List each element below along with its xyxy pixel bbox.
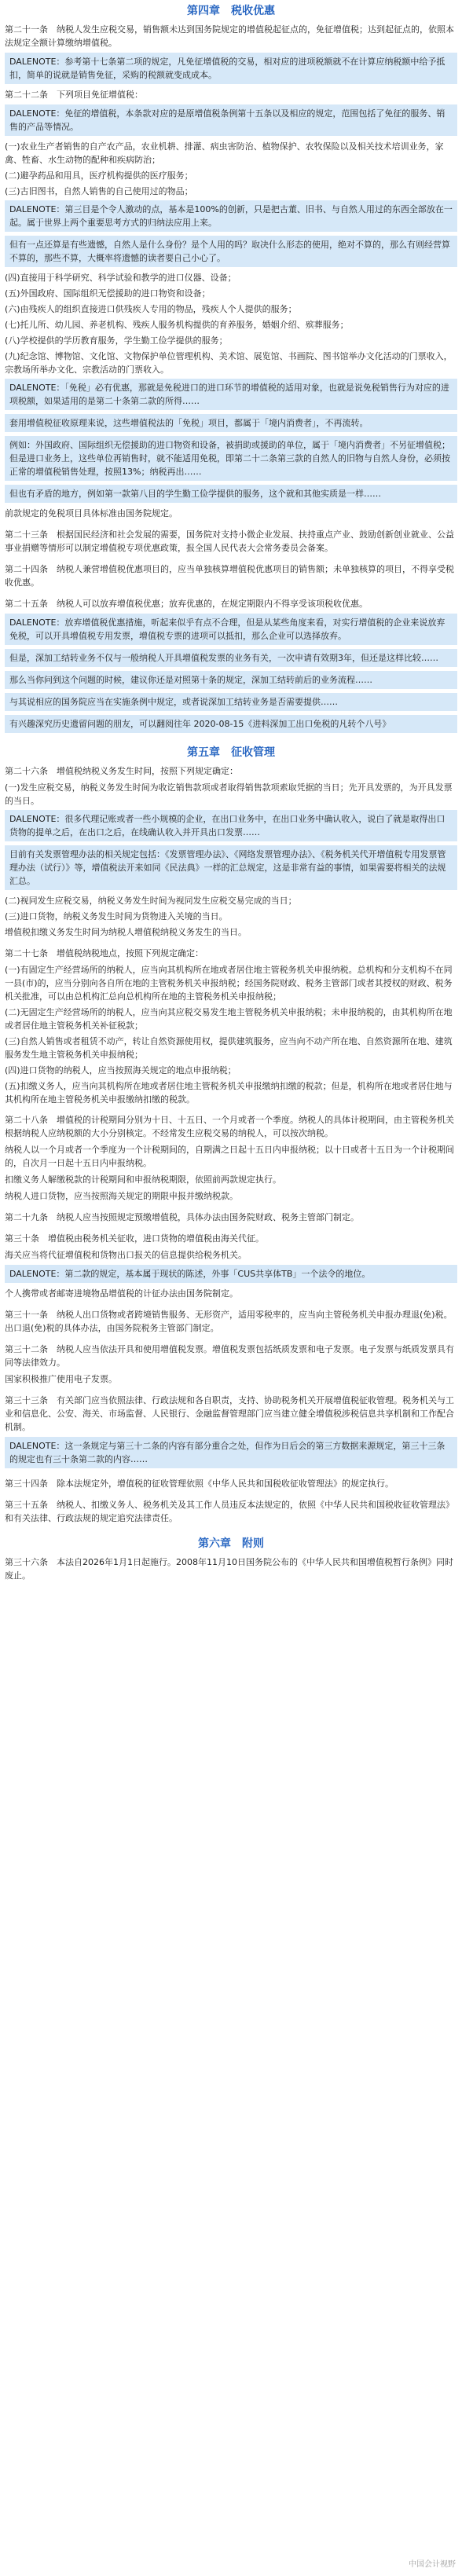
article-35: 第三十五条 纳税人、扣缴义务人、税务机关及其工作人员违反本法规定的，依照《中华人民共和国税收征收管理法》和有关法律、行政法规的规定追究法律责任。 (5, 1500, 454, 1523)
dalenote-21: DALENOTE：参考第十七条第二项的规定，凡免征增值税的交易，相对应的进项税额就不在计算应纳税额中给予抵扣，简单的说就是销售免征，采购的税额就变成成本。 (5, 53, 457, 84)
article-28: 第二十八条 增值税的计税期间分别为十日、十五日、一个月或者一个季度。纳税人的具体计税期间，由主管税务机关根据纳税人应纳税额的大小分别核定。不经常发生应税交易的纳税人，可以按次纳税。 (5, 1115, 454, 1138)
dalenote-22: DALENOTE：免征的增值税，本条款对应的是原增值税条例第十五条以及相应的规定，范围包括了免征的服务、销售的产品等情况。 (5, 104, 457, 136)
dalenote-22-e: 套用增值税征收原理来说，这些增值税法的「免税」项目，都属于「境内消费者」，不再流转。 (5, 414, 457, 432)
article-27-item-1: (一)有固定生产经营场所的纳税人，应当向其机构所在地或者居住地主管税务机关申报纳税。总机构和分支机构不在同一县(市)的，应当分别向各自所在地的主管税务机关申报纳税；经国务院财政、税务主管部门或者其授权的财政、税务机关批准，可以由总机构汇总向总机构所在地的主管税务机关申报纳税； (5, 965, 453, 1002)
article-30: 第三十条 增值税由税务机关征收，进口货物的增值税由海关代征。 (5, 1233, 264, 1244)
article-28-p3: 扣缴义务人解缴税款的计税期间和申报纳税期限，依照前两款规定执行。 (5, 1174, 281, 1185)
article-26-item-2: (二)视同发生应税交易，纳税义务发生时间为视同发生应税交易完成的当日； (5, 896, 297, 906)
watermark-logo: 中国会计视野 (409, 2560, 456, 2569)
dalenote-25-ref: 有兴趣深究历史遗留问题的朋友，可以翻阅往年 2020-08-15《进料深加工出口免税的凡转个八号》 (5, 715, 457, 733)
dalenote-25: DALENOTE：放弃增值税优惠措施，听起来似乎有点不合理，但是从某些角度来看，对实行增值税的企业来说放弃免税，可以开具增值税专用发票，增值税专票的进项可以抵扣，那么企业可以选择放弃。 (5, 614, 457, 645)
article-27: 第二十七条 增值税纳税地点，按照下列规定确定： (5, 948, 204, 958)
dalenote-22-c: 但有一点还算是有些遗憾，自然人是什么身份？是个人用的吗？取决什么形态的使用，绝对不算的，那么有则经营算不算的，那些不算，大概率将遗憾的读者要自己小心了。 (5, 236, 457, 267)
dalenote-30: DALENOTE：第二款的规定，基本属于现状的陈述，外事「CUS共享体TB」一个法令的地位。 (5, 1265, 457, 1283)
article-26-end: 增值税扣缴义务发生时间为纳税人增值税纳税义务发生的当日。 (5, 927, 247, 937)
chapter-5-title: 第五章 征收管理 (187, 746, 275, 759)
article-23: 第二十三条 根据国民经济和社会发展的需要，国务院对支持小微企业发展、扶持重点产业、鼓励创新创业就业、公益事业捐赠等情形可以制定增值税专项优惠政策，报全国人民代表大会常务委员会备案。 (5, 529, 454, 553)
item-3: (三)古旧图书，自然人销售的自己使用过的物品； (5, 186, 193, 196)
article-21: 第二十一条 纳税人发生应税交易，销售额未达到国务院规定的增值税起征点的，免征增值税；达到起征点的，依照本法规定全额计算缴纳增值税。 (5, 24, 454, 48)
item-5: (五)外国政府、国际组织无偿援助的进口物资和设备； (5, 288, 211, 299)
article-36: 第三十六条 本法自2026年1月1日起施行。2008年11月10日国务院公布的《中华人民共和国增值税暂行条例》同时废止。 (5, 1557, 453, 1581)
article-22: 第二十二条 下列项目免征增值税： (5, 90, 143, 100)
dalenote-22-d: DALENOTE：「免税」必有优惠，那就是免税进口的进口环节的增值税的适用对象，也就是说免税销售行为对应的进项税额，如果适用的是第二十条第二款的所得…… (5, 379, 457, 410)
article-29: 第二十九条 纳税人应当按照规定预缴增值税，具体办法由国务院财政、税务主管部门制定。 (5, 1212, 359, 1222)
document-body (0, 5, 462, 1582)
chapter-4-title: 第四章 税收优惠 (187, 5, 275, 17)
article-26: 第二十六条 增值税纳税义务发生时间，按照下列规定确定： (5, 766, 238, 776)
item-4: (四)直接用于科学研究、科学试验和教学的进口仪器、设备； (5, 273, 236, 283)
article-22-end: 前款规定的免税项目具体标准由国务院规定。 (5, 508, 178, 518)
article-30-p3: 个人携带或者邮寄进境物品增值税的计征办法由国务院制定。 (5, 1288, 238, 1299)
dalenote-25-b: 但是，深加工结转业务不仅与一般纳税人开具增值税发票的业务有关，一次申请有效期3年，但还是这样比较…… (5, 649, 457, 667)
article-27-item-3: (三)自然人销售或者租赁不动产，转让自然资源使用权，提供建筑服务，应当向不动产所在地、自然资源所在地、建筑服务发生地主管税务机关申报纳税； (5, 1036, 453, 1060)
article-26-item-3: (三)进口货物，纳税义务发生时间为货物进入关境的当日。 (5, 911, 228, 922)
item-6: (六)由残疾人的组织直接进口供残疾人专用的物品，残疾人个人提供的服务； (5, 304, 297, 314)
item-7: (七)托儿所、幼儿园、养老机构、残疾人服务机构提供的育养服务，婚姻介绍、殡葬服务； (5, 320, 349, 330)
dalenote-22-g: 但也有矛盾的地方，例如第一款第八目的学生勤工俭学提供的服务，这个就和其他实质是一样…… (5, 485, 457, 503)
article-33: 第三十三条 有关部门应当依照法律、行政法规和各自职责，支持、协助税务机关开展增值税征收管理。税务机关与工业和信息化、公安、海关、市场监督、人民银行、金融监督管理部门应当建立健全增值税涉税信息共享机制和工作配合机制。 (5, 1395, 454, 1432)
item-8: (八)学校提供的学历教育服务，学生勤工俭学提供的服务； (5, 335, 228, 346)
article-27-item-2: (二)无固定生产经营场所的纳税人，应当向其应税交易发生地主管税务机关申报纳税；未申报纳税的，由其机构所在地或者居住地主管税务机关补征税款； (5, 1007, 453, 1031)
article-32: 第三十二条 纳税人应当依法开具和使用增值税发票。增值税发票包括纸质发票和电子发票。电子发票与纸质发票具有同等法律效力。 (5, 1344, 454, 1368)
article-26-item-1: (一)发生应税交易，纳税义务发生时间为收讫销售款项或者取得销售款项索取凭据的当日；先开具发票的，为开具发票的当日。 (5, 782, 453, 806)
item-9: (九)纪念馆、博物馆、文化馆、文物保护单位管理机构、美术馆、展览馆、书画院、图书馆举办文化活动的门票收入，宗教场所举办文化、宗教活动的门票收入。 (5, 351, 453, 375)
dalenote-33: DALENOTE：这一条规定与第三十二条的内容有部分重合之处，但作为日后会的第三方数据来源规定，第三十三条的规定也有三十条第二款的内容…… (5, 1437, 457, 1468)
chapter-6-title: 第六章 附则 (198, 1537, 264, 1550)
article-32-p2: 国家积极推广使用电子发票。 (5, 1374, 117, 1384)
article-28-p4: 纳税人进口货物，应当按照海关规定的期限申报并缴纳税款。 (5, 1191, 238, 1201)
article-24: 第二十四条 纳税人兼营增值税优惠项目的，应当单独核算增值税优惠项目的销售额；未单独核算的项目，不得享受税收优惠。 (5, 564, 454, 588)
dalenote-26-b: 目前有关发票管理办法的相关规定包括：《发票管理办法》、《网络发票管理办法》、《税务机关代开增值税专用发票管理办法（试行）》等，增值税法开来如同《民法典》一样的汇总规定，这是非常有益的事情，如果需要将相关的法规汇总。 (5, 845, 457, 890)
dalenote-26: DALENOTE：很多代理记账或者一些小规模的企业，在出口业务中，在出口业务中确认收入，说白了就是取得出口货物的提单之后，在出口之后，在线确认收入并开具出口发票…… (5, 810, 457, 841)
article-34: 第三十四条 除本法规定外，增值税的征收管理依照《中华人民共和国税收征收管理法》的规定执行。 (5, 1479, 394, 1489)
item-2: (二)避孕药品和用具，医疗机构提供的医疗服务； (5, 170, 193, 181)
dalenote-25-c: 那么当你问到这个问题的时候，建议你还是对照第十条的规定，深加工结转前后的业务流程…… (5, 671, 457, 689)
article-31: 第三十一条 纳税人出口货物或者跨境销售服务、无形资产，适用零税率的，应当向主管税务机关申报办理退(免)税。出口退(免)税的具体办法，由国务院税务主管部门制定。 (5, 1310, 453, 1333)
item-1: (一)农业生产者销售的自产农产品，农业机耕、排灌、病虫害防治、植物保护、农牧保险以及相关技术培训业务，家禽、牲畜、水生动物的配种和疾病防治； (5, 141, 444, 165)
dalenote-22-f: 例如：外国政府、国际组织无偿援助的进口物资和设备，被捐助或援助的单位，属于「境内消费者」不另征增值税；但是进口业务上，这些单位再销售时，就不能适用免税，即第二十二条第三款的自然人的旧物与自然人身份，必须按正常的增值税销售处理，按照13%；纳税再出…… (5, 436, 457, 481)
article-30-p2: 海关应当将代征增值税和货物出口报关的信息提供给税务机关。 (5, 1250, 247, 1260)
dalenote-22-b: DALENOTE：第三目是个令人激动的点，基本是100%的创新，只是把古董、旧书、与自然人用过的东西全部放在一起。属于世界上两个重要思考方式的归纳法应用上来。 (5, 200, 457, 232)
dalenote-25-d: 与其说相应的国务院应当在实施条例中规定，或者说深加工结转业务是否需要提供…… (5, 693, 457, 711)
article-27-item-5: (五)扣缴义务人，应当向其机构所在地或者居住地主管税务机关申报缴纳扣缴的税款；但是，机构所在地或者居住地与其机构所在地主管税务机关申报缴纳扣缴的税款。 (5, 1081, 453, 1105)
article-27-item-4: (四)进口货物的纳税人，应当按照海关规定的地点申报纳税； (5, 1065, 236, 1075)
article-25: 第二十五条 纳税人可以放弃增值税优惠；放弃优惠的，在规定期限内不得享受该项税收优惠。 (5, 599, 368, 609)
article-28-p2: 纳税人以一个月或者一个季度为一个计税期间的，自期满之日起十五日内申报纳税；以十日或者十五日为一个计税期间的，自次月一日起十五日内申报纳税。 (5, 1145, 454, 1168)
